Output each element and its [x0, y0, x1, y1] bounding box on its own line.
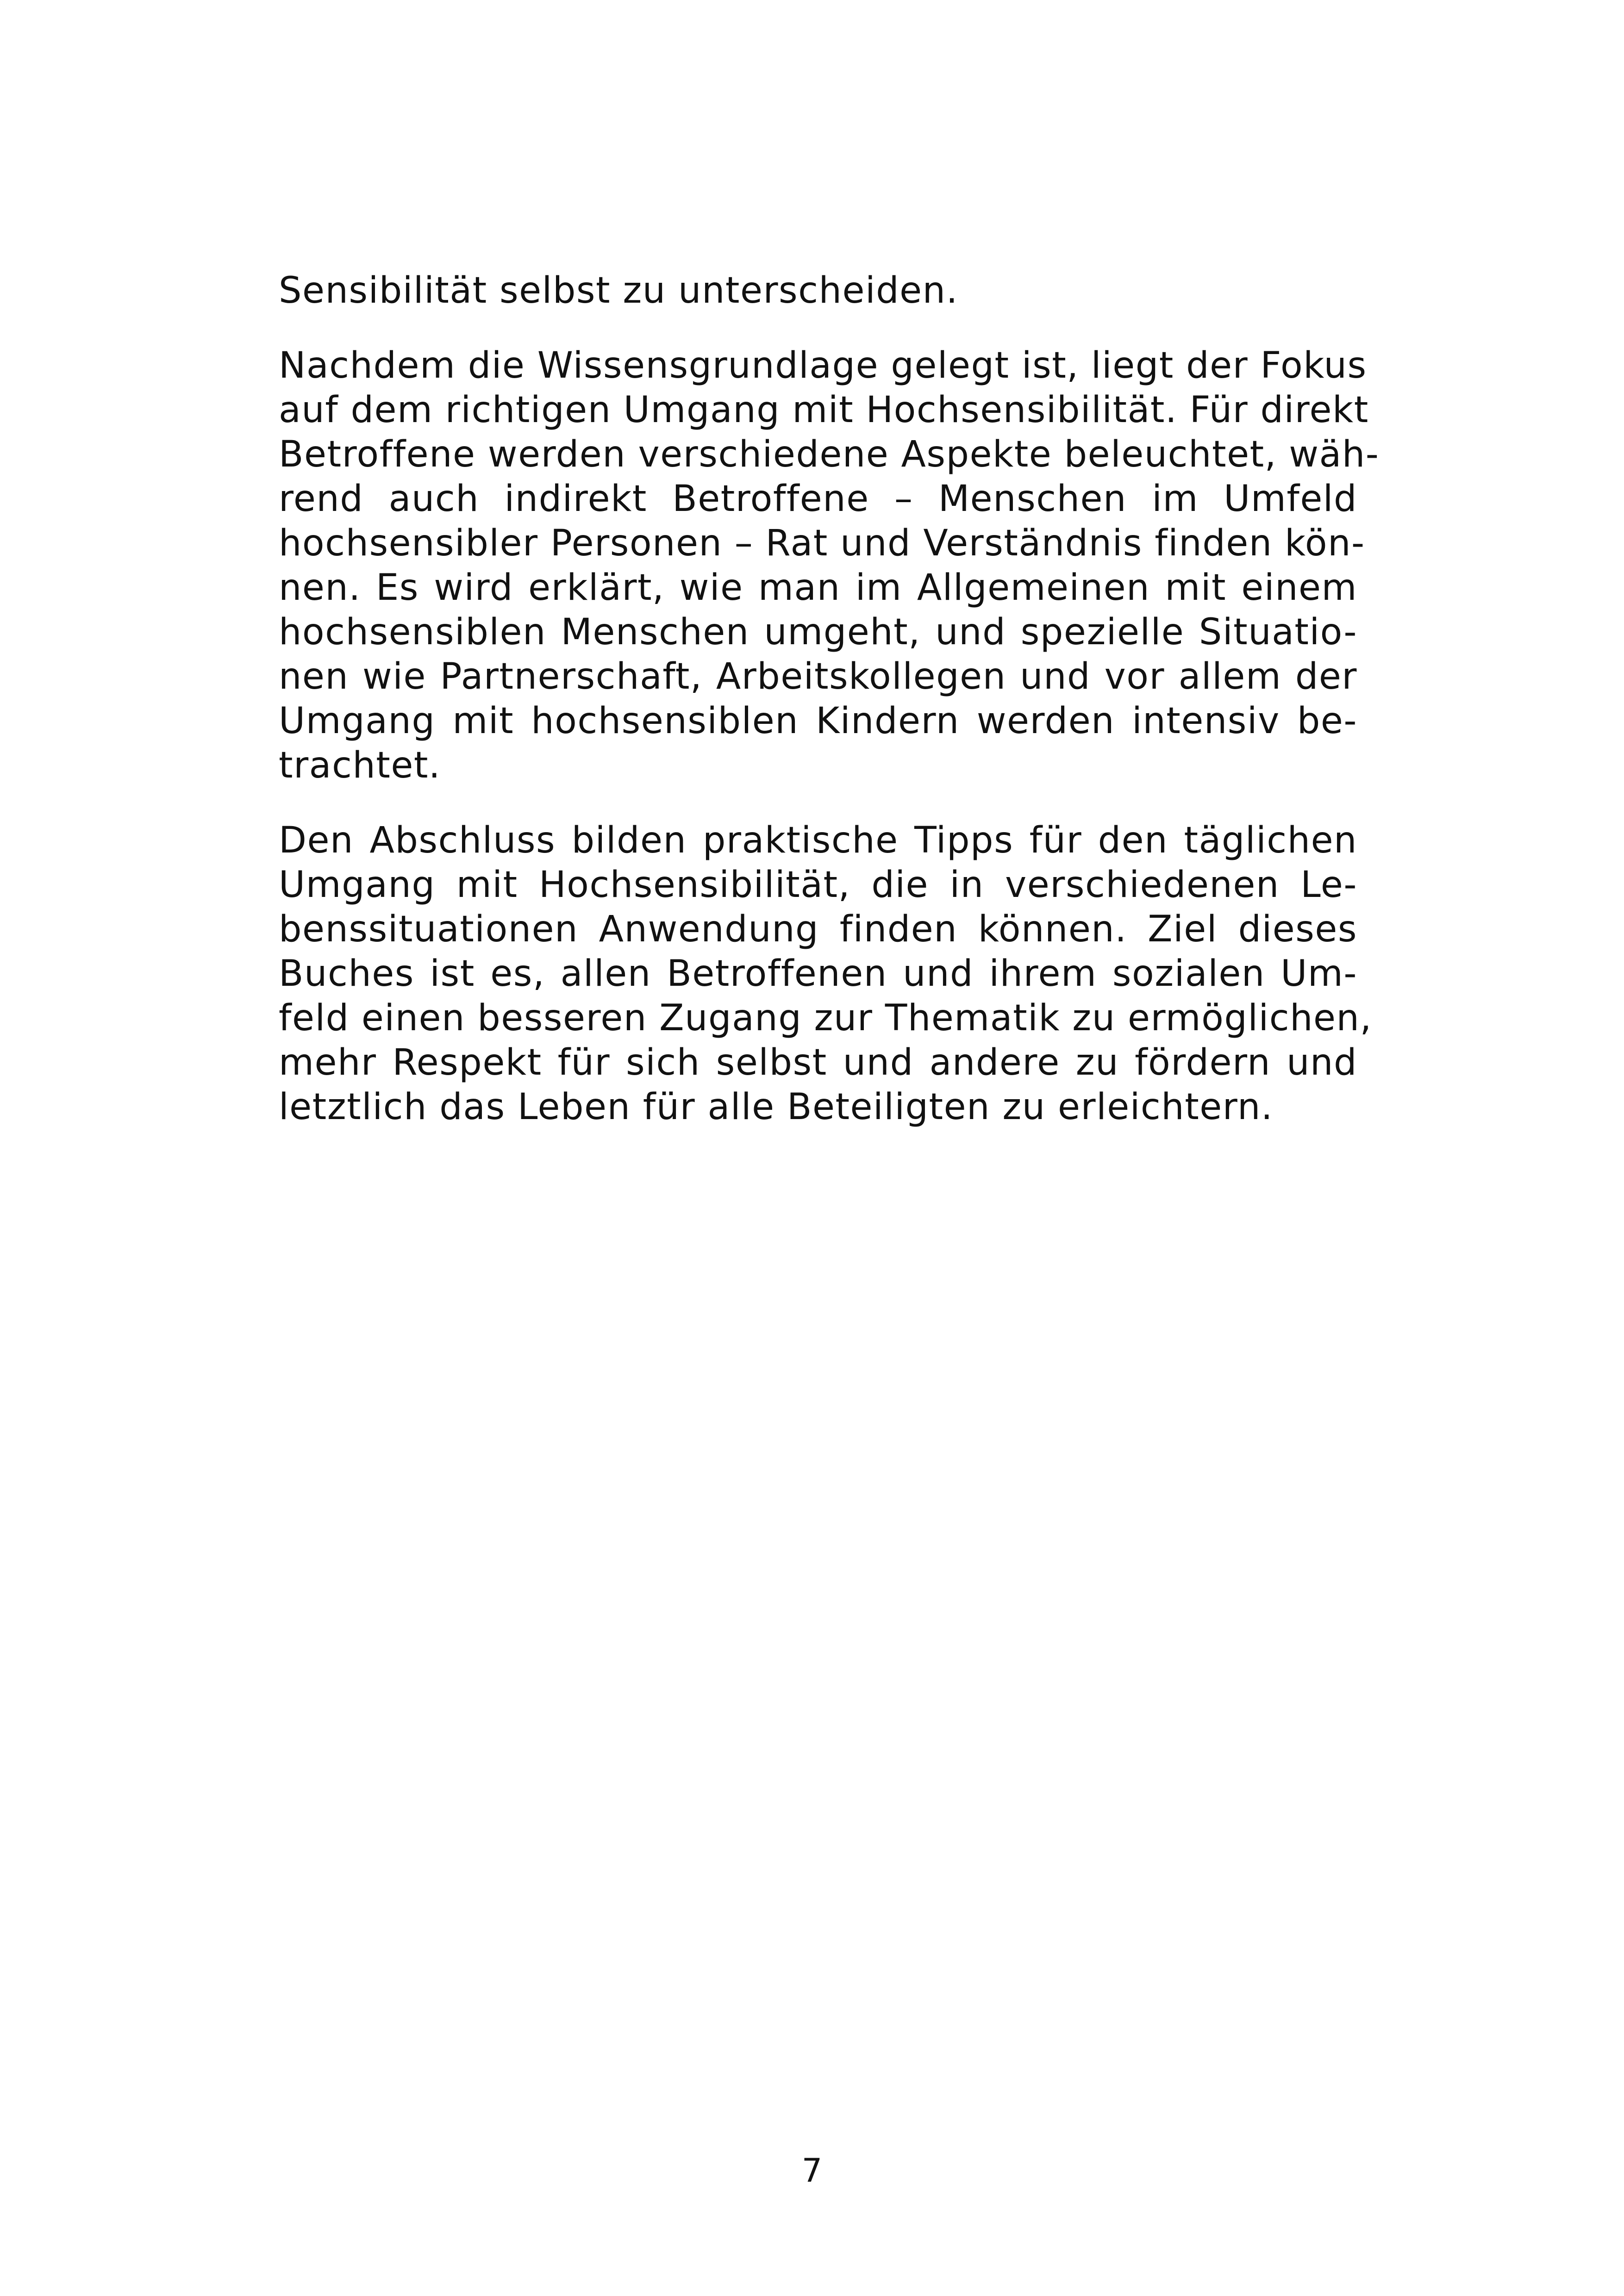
- paragraph-1: [279, 268, 1357, 313]
- text-line: feld einen besseren Zugang zur Thematik zu ermöglichen,: [279, 997, 1372, 1039]
- text-line: benssituationen Anwendung finden können. Ziel dieses: [279, 908, 1357, 950]
- text-line: hochsensibler Personen – Rat und Verständnis finden kön-: [279, 523, 1365, 564]
- body-text: [279, 268, 1380, 1129]
- text-line: Nachdem die Wissensgrundlage gelegt ist, liegt der Fokus: [279, 345, 1367, 386]
- text-line: nen. Es wird erklärt, wie man im Allgemeinen mit einem: [279, 567, 1357, 609]
- text-line: trachtet.: [279, 745, 441, 786]
- text-line: Umgang mit hochsensiblen Kindern werden intensiv be-: [279, 700, 1357, 742]
- text-line: auf dem richtigen Umgang mit Hochsensibilität. Für direkt: [279, 389, 1369, 431]
- text-line: letztlich das Leben für alle Beteiligten zu erleichtern.: [279, 1086, 1274, 1128]
- text-line: Umgang mit Hochsensibilität, die in verschiedenen Le-: [279, 864, 1357, 906]
- text-line: Betroffene werden verschiedene Aspekte beleuchtet, wäh-: [279, 434, 1380, 475]
- paragraph-2: [279, 343, 1380, 788]
- text-line: mehr Respekt für sich selbst und andere zu fördern und: [279, 1042, 1357, 1083]
- text-line: Den Abschluss bilden praktische Tipps für den täglichen: [279, 820, 1357, 861]
- paragraph-3: [279, 818, 1372, 1129]
- text-line: hochsensiblen Menschen umgeht, und spezielle Situatio-: [279, 611, 1357, 653]
- text-line: rend auch indirekt Betroffene – Menschen im Umfeld: [279, 478, 1357, 520]
- page-number: 7: [801, 2152, 823, 2190]
- text-line: nen wie Partnerschaft, Arbeitskollegen und vor allem der: [279, 656, 1357, 697]
- text-line: Buches ist es, allen Betroffenen und ihrem sozialen Um-: [279, 953, 1357, 995]
- text-line: Sensibilität selbst zu unterscheiden.: [279, 270, 958, 311]
